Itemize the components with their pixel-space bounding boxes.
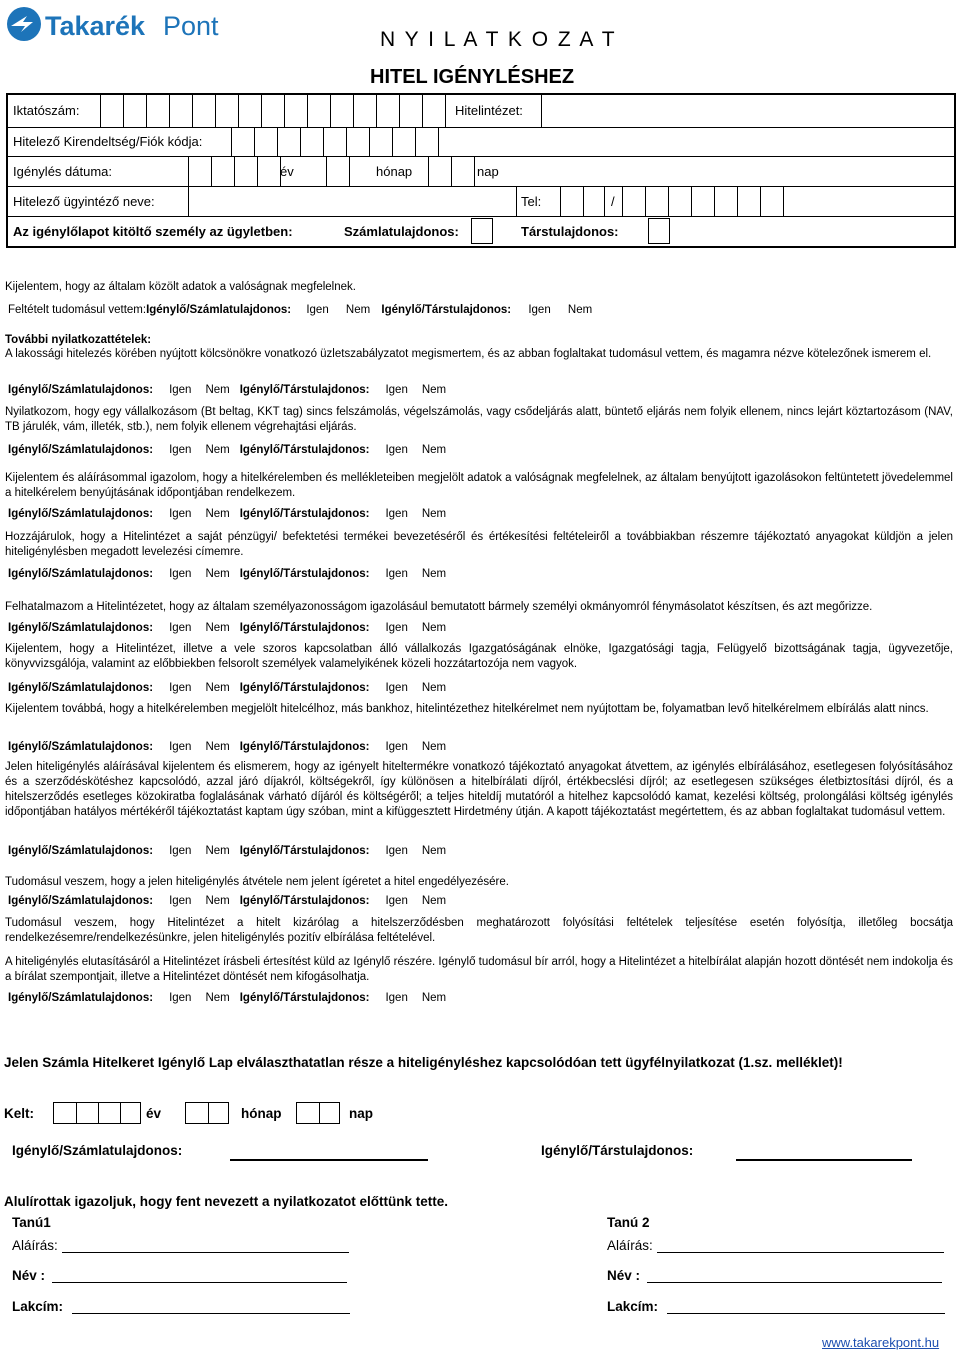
ans-sz-label: Igénylő/Számlatulajdonos: [8, 992, 154, 1004]
tanu2-lakcim-label: Lakcím: [607, 1299, 659, 1314]
answer-row-8 [8, 741, 446, 753]
ans-nem-t[interactable]: Nem [421, 508, 447, 520]
ans-igen[interactable]: Igen [169, 444, 192, 456]
sig-t-label: Igénylő/Társtulajdonos: [541, 1143, 694, 1158]
ans-nem-t[interactable]: Nem [421, 682, 447, 694]
ans-igen-t[interactable]: Igen [385, 895, 408, 907]
tanu1-lakcim-label: Lakcím: [12, 1299, 64, 1314]
footer-statement: Jelen Számla Hitelkeret Igénylő Lap elválaszthatatlan része a hiteligényléshez kapcsolódóan tett ügyfélnyilatkozat (1.sz. melléklet)! [4, 1055, 843, 1070]
ans-t-label: Igénylő/Társtulajdonos: [239, 384, 370, 396]
answer-row-2 [8, 384, 446, 396]
ans-sz-label: Igénylő/Számlatulajdonos: [8, 568, 154, 580]
statement-8: Kijelentem, hogy a Hitelintézet, illetve a vele szoros kapcsolatban álló vállalkozás Igazgatóságának elnöke, Igazgatósági tagja, Felügyelő bizottságának tagja, ügyvezetője, könyvvizsgálója, valamint az előbbiekben felsorolt személyek valamelyikének közeli hozzátartozója nem vagyok. [5, 643, 953, 670]
ans-nem-t[interactable]: Nem [421, 992, 447, 1004]
statement-13: A hiteligénylés elutasításáról a Hitelintézet írásbeli értesítést küld az Igénylő részére. Igénylő tudomásul bír arról, hogy a Hitelintézet a hitelbírálat alapján hozott döntését nem indokolja és a bírálat szempontjait, illetve a Hitelintézet döntését nem kifogásolhatja. [5, 956, 954, 983]
logo-text-b: Pont [163, 11, 219, 41]
ans-igen-t[interactable]: Igen [385, 845, 408, 857]
statement-4: Nyilatkozom, hogy egy vállalkozásom (Bt beltag, KKT tag) sincs felszámolás, végelszámolás, vagy csődeljárás alatt, büntető eljárás nem folyik ellenem, nincs lejárt köztartozásom (NAV, TB járulék, vám, illeték, stb.), nem folyik ellenem végrehajtási eljárás. [5, 406, 953, 433]
ans-igen-t[interactable]: Igen [385, 508, 408, 520]
ans-nem[interactable]: Nem [205, 444, 230, 456]
szamlatulajdonos-checkbox[interactable] [471, 218, 493, 244]
ans-t-label: Igénylő/Társtulajdonos: [239, 568, 370, 580]
nap-label: nap [477, 164, 499, 179]
ans-t-label: Igénylő/Társtulajdonos: [381, 304, 512, 316]
fiok-kod-label: Hitelező Kirendeltség/Fiók kódja: [13, 134, 203, 149]
ans-t-label: Igénylő/Társtulajdonos: [239, 508, 370, 520]
ans-sz-label: Igénylő/Számlatulajdonos: [8, 622, 154, 634]
answer-row-6 [8, 622, 446, 634]
row-kitolto [8, 216, 954, 246]
statement-11: Tudomásul veszem, hogy a jelen hiteligénylés átvétele nem jelent ígéretet a hitel engedélyezésére. [5, 876, 509, 888]
tanu2-nev-label: Név : [607, 1268, 641, 1283]
ans-nem-t[interactable]: Nem [421, 845, 447, 857]
ans-igen-t[interactable]: Igen [385, 384, 408, 396]
ans-igen-t[interactable]: Igen [385, 622, 408, 634]
ans-t-label: Igénylő/Társtulajdonos: [239, 741, 370, 753]
iktatoszam-label: Iktatószám: [13, 103, 80, 118]
takarekpont-logo [5, 2, 260, 48]
answer-row-3 [8, 444, 446, 456]
kelt-honap-boxes[interactable] [185, 1102, 229, 1124]
kelt-label: Kelt: [4, 1106, 34, 1121]
ans-igen[interactable]: Igen [169, 895, 192, 907]
tanu2-label: Tanú 2 [607, 1215, 650, 1230]
kelt-ev-boxes[interactable] [53, 1102, 141, 1124]
kelt-honap-label: hónap [241, 1106, 282, 1121]
tanu1-label: Tanú1 [12, 1215, 51, 1230]
ans-igen[interactable]: Igen [169, 682, 192, 694]
kelt-ev-label: év [146, 1106, 162, 1121]
answer-row-7 [8, 682, 446, 694]
ans-igen[interactable]: Igen [169, 622, 192, 634]
tarstulajdonos-checkbox[interactable] [648, 218, 670, 244]
ans-nem[interactable]: Nem [205, 622, 230, 634]
tanu2-alairas-label: Aláírás: [607, 1238, 653, 1253]
kelt-nap-boxes[interactable] [296, 1102, 340, 1124]
ans-sz-label: Igénylő/Számlatulajdonos: [8, 845, 154, 857]
ans-t-label: Igénylő/Társtulajdonos: [239, 992, 370, 1004]
statement-1: Kijelentem, hogy az általam közölt adatok a valóságnak megfelelnek. [5, 281, 356, 293]
tanu1-alairas-label: Aláírás: [12, 1238, 58, 1253]
statement-7: Felhatalmazom a Hitelintézetet, hogy az általam személyazonosságom igazolásául bemutatott bármely személyi okmányomról fénymásolatot készítsen, és azt megőrizze. [5, 601, 873, 613]
ans-sz-label: Igénylő/Számlatulajdonos: [146, 304, 292, 316]
ans-t-label: Igénylő/Társtulajdonos: [239, 845, 370, 857]
row-iktatoszam [8, 95, 954, 128]
feltetelt-text: Feltételt tudomásul vettem: [8, 304, 147, 316]
tarstulajdonos-label: Társtulajdonos: [521, 224, 619, 239]
ans-t-label: Igénylő/Társtulajdonos: [239, 622, 370, 634]
ans-igen[interactable]: Igen [169, 568, 192, 580]
ans-nem-t[interactable]: Nem [421, 444, 447, 456]
ans-igen[interactable]: Igen [306, 304, 329, 316]
tanu2-lakcim-line[interactable] [667, 1313, 945, 1314]
statement-12: Tudomásul veszem, hogy Hitelintézet a hitelt kizárólag a hitelszerződésben meghatározott folyósítási feltételek teljesítése esetén folyósítja, illetőleg bocsátja rendelkezésemre/rendelkezésünkre, jelen hiteligénylés pozitív elbírálása feltételével. [5, 917, 953, 944]
tanu1-nev-label: Név : [12, 1268, 46, 1283]
ans-t-label: Igénylő/Társtulajdonos: [239, 895, 370, 907]
website-link[interactable]: www.takarekpont.hu [822, 1335, 940, 1350]
answer-row-5 [8, 568, 446, 580]
statement-6: Hozzájárulok, hogy a Hitelintézet a saját pénzügyi/ befektetési termékei bevezetéséről és értékesítési feltételeiről a továbbiakban részemre tájékoztató anyagokat küldjön a jelen hiteligénylésben megadott levelezési címemre. [5, 531, 953, 558]
statement-5: Kijelentem és aláírásommal igazolom, hogy a hitelkérelemben és mellékleteiben megjelölt adatok a valóságnak megfelelnek, az általam benyújtott igazolásokon feltüntetett jövedelemmel a hitelkérelem benyújtásának időpontjában rendelkezem. [5, 472, 953, 499]
ans-igen[interactable]: Igen [169, 741, 192, 753]
ans-nem[interactable]: Nem [205, 384, 230, 396]
sig-sz-label: Igénylő/Számlatulajdonos: [12, 1143, 183, 1158]
ans-igen-t[interactable]: Igen [528, 304, 551, 316]
ans-sz-label: Igénylő/Számlatulajdonos: [8, 895, 154, 907]
sig-sz-line[interactable] [230, 1159, 428, 1161]
szamlatulajdonos-label: Számlatulajdonos: [344, 224, 459, 239]
ans-nem[interactable]: Nem [205, 568, 230, 580]
ans-nem[interactable]: Nem [205, 682, 230, 694]
answer-row-4 [8, 508, 446, 520]
answer-row-11 [8, 992, 446, 1004]
ans-nem[interactable]: Nem [345, 304, 371, 316]
page-subtitle: HITEL IGÉNYLÉSHEZ [370, 66, 575, 88]
tanu2-alairas-line[interactable] [657, 1252, 944, 1253]
row-fiok [8, 127, 954, 157]
statement-9: Kijelentem továbbá, hogy a hitelkérelemben megjelölt hitelcélhoz, más bankhoz, hitelintézethez hitelkérelmet nem nyújtottam be, folyamatban levő hitelkérelmem elbírálás alatt nincs. [5, 703, 929, 715]
ans-nem-t[interactable]: Nem [421, 384, 447, 396]
ans-sz-label: Igénylő/Számlatulajdonos: [8, 384, 154, 396]
ugyintezo-label: Hitelező ügyintéző neve: [13, 194, 155, 209]
ans-nem[interactable]: Nem [205, 508, 230, 520]
statement-10: Jelen hiteligénylés aláírásával kijelentem és elismerem, hogy az igényelt hiteltermékre vonatkozó tájékoztató anyagokat átvettem, az igénylés elbírálásához, esetlegesen folyósításához és a szerződéskötéshez kapcsolódó, azzal járó díjakról, költségekről, így különösen a hitelbírálati díjról, értékbecslési díjról; az esetlegesen szükséges életbiztosítási díjról, és a hitelszerződés esetleges közokiratba foglalásának várható díjáról és költségéről; a teljes hiteldíj mutatóról a hitelhez kapcsolódó kamat, kezelési költség, prolongálási költség igénylés időpontjában hatályos mértékéről tájékoztatást kaptam úgy szóban, mint a kifüggesztett Hirdetmény útján. A kapott tájékoztatást megértettem, és az abban foglaltakat tudomásul vettem. [5, 761, 953, 818]
ans-igen[interactable]: Igen [169, 384, 192, 396]
witness-statement: Alulírottak igazoljuk, hogy fent nevezett a nyilatkozatot előttünk tette. [4, 1194, 449, 1209]
ans-t-label: Igénylő/Társtulajdonos: [239, 444, 370, 456]
answer-row-10 [8, 895, 446, 907]
tanu2-nev-line[interactable] [647, 1282, 942, 1283]
kelt-nap-label: nap [349, 1106, 374, 1121]
tel-slash: / [611, 194, 615, 209]
ans-sz-label: Igénylő/Számlatulajdonos: [8, 444, 154, 456]
row-datum [8, 156, 954, 187]
ans-igen[interactable]: Igen [169, 845, 192, 857]
ans-t-label: Igénylő/Társtulajdonos: [239, 682, 370, 694]
hitelintezet-label: Hitelintézet: [455, 103, 523, 118]
statement-3: A lakossági hitelezés körében nyújtott kölcsönökre vonatkozó üzletszabályzatot megismertem, és az abban foglaltakat tudomásul vettem, és magamra nézve kötelezőnek ismerem el. [5, 348, 932, 360]
sig-t-line[interactable] [736, 1159, 912, 1161]
ans-nem-t[interactable]: Nem [567, 304, 593, 316]
row-ugyintezo [8, 186, 954, 217]
ans-nem[interactable]: Nem [205, 992, 230, 1004]
ans-igen-t[interactable]: Igen [385, 992, 408, 1004]
ans-sz-label: Igénylő/Számlatulajdonos: [8, 508, 154, 520]
ans-sz-label: Igénylő/Számlatulajdonos: [8, 682, 154, 694]
logo-text-a: Takarék [45, 11, 146, 41]
header-table [6, 93, 956, 248]
tovabbi-title: További nyilatkozattételek: [5, 334, 152, 346]
tanu1-nev-line[interactable] [52, 1282, 347, 1283]
ans-sz-label: Igénylő/Számlatulajdonos: [8, 741, 154, 753]
ans-nem-t[interactable]: Nem [421, 741, 447, 753]
kitolto-label: Az igénylőlapot kitöltő személy az ügyletben: [13, 224, 293, 239]
ans-nem-t[interactable]: Nem [421, 622, 447, 634]
ans-igen-t[interactable]: Igen [385, 568, 408, 580]
igenyles-datuma-label: Igénylés dátuma: [13, 164, 113, 179]
ans-igen-t[interactable]: Igen [385, 741, 408, 753]
answer-row-9 [8, 845, 446, 857]
ans-nem[interactable]: Nem [205, 845, 230, 857]
answer-row-1 [8, 304, 592, 316]
tanu1-alairas-line[interactable] [62, 1252, 349, 1253]
ans-nem[interactable]: Nem [205, 741, 230, 753]
ans-nem-t[interactable]: Nem [421, 895, 447, 907]
page-title: N Y I L A T K O Z A T [380, 28, 617, 51]
tel-label: Tel: [521, 194, 542, 209]
ans-igen-t[interactable]: Igen [385, 682, 408, 694]
ans-igen[interactable]: Igen [169, 992, 192, 1004]
ans-nem[interactable]: Nem [205, 895, 230, 907]
ev-label: év [280, 164, 294, 179]
ans-igen-t[interactable]: Igen [385, 444, 408, 456]
ans-igen[interactable]: Igen [169, 508, 192, 520]
tanu1-lakcim-line[interactable] [72, 1313, 350, 1314]
honap-label: hónap [376, 164, 413, 179]
ans-nem-t[interactable]: Nem [421, 568, 447, 580]
